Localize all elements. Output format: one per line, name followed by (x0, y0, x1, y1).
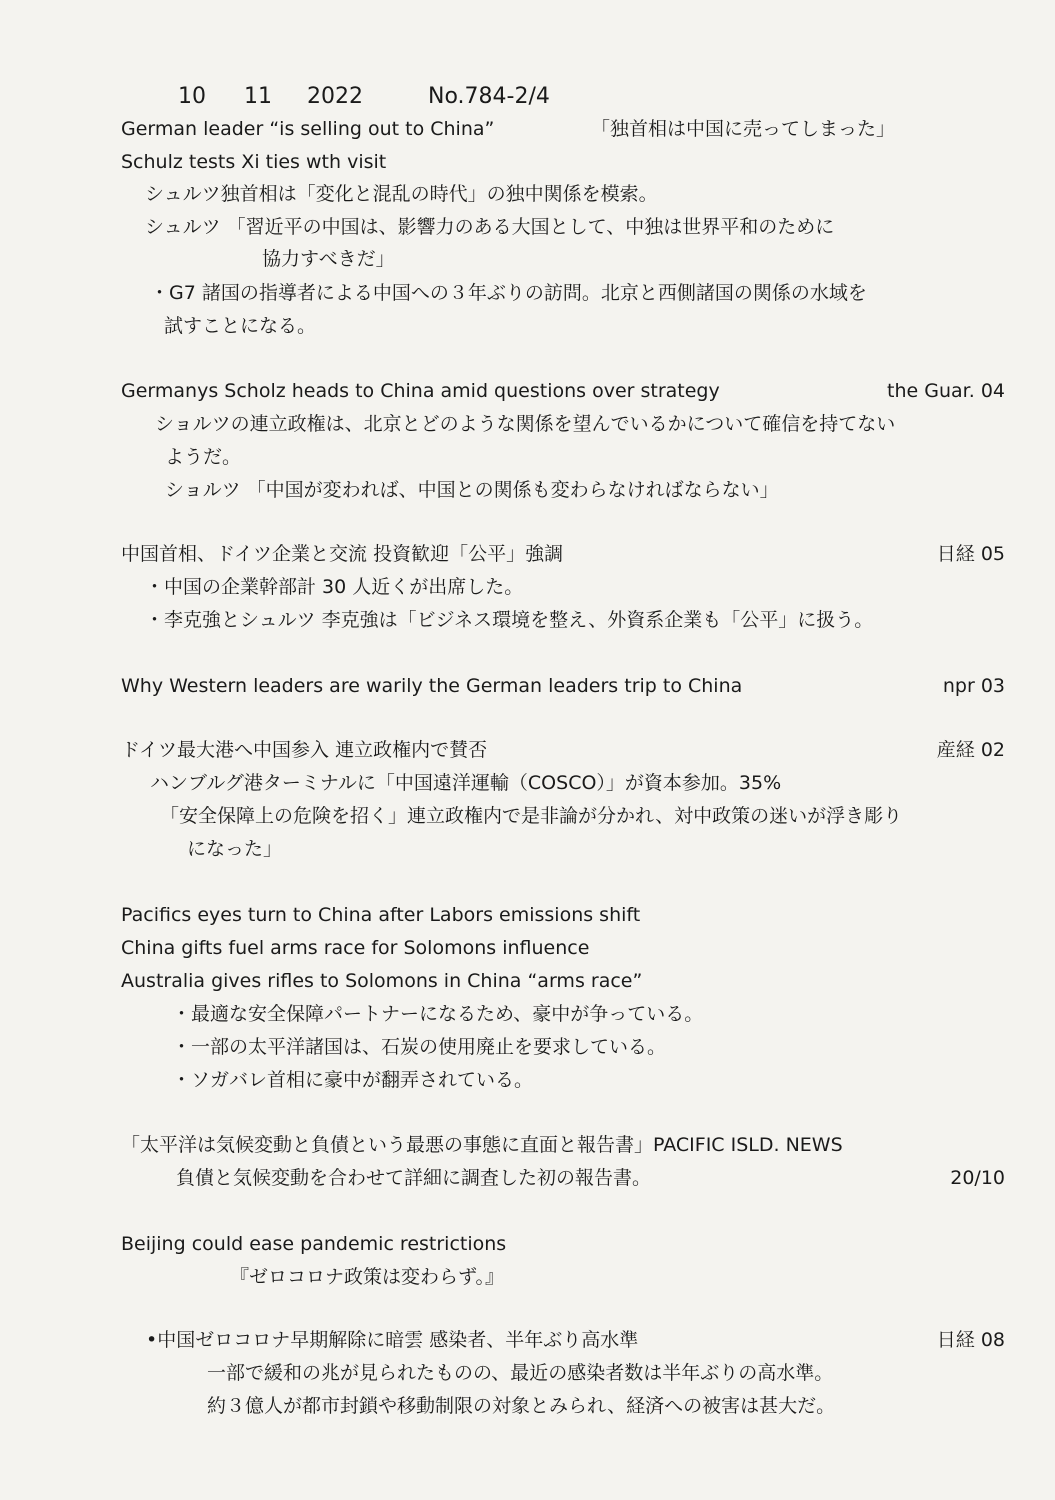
s6-title3: Australia gives rifles to Solomons in China “arms race” (121, 970, 643, 992)
s2-line2: ようだ。 (165, 446, 242, 468)
s1-bullet1a: ・G7 諸国の指導者による中国への３年ぶりの訪問。北京と西側諸国の関係の水域を (150, 282, 867, 304)
s8-line1: 『ゼロコロナ政策は変わらず。』 (230, 1266, 504, 1288)
s5-line3: になった」 (187, 838, 283, 860)
s2-line1: ショルツの連立政権は、北京とどのような関係を望んでいるかについて確信を持てない (155, 413, 896, 435)
s4-source: npr 03 (942, 675, 1005, 697)
s8-title: Beijing could ease pandemic restrictions (121, 1233, 507, 1255)
s5-source: 産経 02 (936, 739, 1005, 761)
header-year: 2022 (307, 84, 363, 109)
s3-source: 日経 05 (936, 543, 1005, 565)
s6-title2: China gifts fuel arms race for Solomons influence (121, 937, 590, 959)
s2-line3: ショルツ 「中国が変われば、中国との関係も変わらなければならない」 (165, 479, 779, 501)
s3-bullet2: ・李克強とシュルツ 李克強は「ビジネス環境を整え、外資系企業も「公平」に扱う。 (145, 609, 874, 631)
s1-line1: シュルツ独首相は「変化と混乱の時代」の独中関係を模索。 (145, 183, 658, 205)
s9-line2: 約３億人が都市封鎖や移動制限の対象とみられ、経済への被害は甚大だ。 (207, 1395, 836, 1417)
s2-source: the Guar. 04 (887, 380, 1005, 402)
s9-line1: 一部で緩和の兆が見られたものの、最近の感染者数は半年ぶりの高水準。 (207, 1362, 834, 1384)
s1-line2: シュルツ 「習近平の中国は、影響力のある大国として、中独は世界平和のために (145, 216, 835, 238)
s7-date: 20/10 (950, 1167, 1005, 1189)
header-month: 11 (244, 84, 272, 109)
s6-bullet1: ・最適な安全保障パートナーになるため、豪中が争っている。 (172, 1003, 704, 1025)
s7-line1: 負債と気候変動を合わせて詳細に調査した初の報告書。 (176, 1167, 652, 1189)
s1-title-jp: 「独首相は中国に売ってしまった」 (591, 118, 896, 140)
s1-line3: 協力すべきだ」 (262, 248, 395, 270)
s5-title: ドイツ最大港へ中国参入 連立政権内で賛否 (121, 739, 488, 761)
s1-title-en: German leader “is selling out to China” (121, 118, 495, 140)
s9-title: •中国ゼロコロナ早期解除に暗雲 感染者、半年ぶり高水準 (146, 1329, 639, 1351)
s6-bullet2: ・一部の太平洋諸国は、石炭の使用廃止を要求している。 (172, 1036, 667, 1058)
s3-title: 中国首相、ドイツ企業と交流 投資歓迎「公平」強調 (121, 543, 564, 565)
s4-title: Why Western leaders are warily the German leaders trip to China (121, 675, 743, 697)
s6-bullet3: ・ソガバレ首相に豪中が翻弄されている。 (172, 1069, 534, 1091)
s1-bullet1b: 試すことになる。 (164, 315, 317, 337)
s6-title1: Pacifics eyes turn to China after Labors emissions shift (121, 904, 641, 926)
s5-line1: ハンブルグ港ターミナルに「中国遠洋運輸（COSCO）」が資本参加。35% (150, 772, 782, 794)
s3-bullet1: ・中国の企業幹部計 30 人近くが出席した。 (145, 576, 524, 598)
s7-title: 「太平洋は気候変動と負債という最悪の事態に直面と報告書」PACIFIC ISLD. NEWS (121, 1134, 843, 1156)
header-issue-number: No.784-2/4 (428, 84, 550, 109)
s5-line2: 「安全保障上の危険を招く」連立政権内で是非論が分かれ、対中政策の迷いが浮き彫り (160, 805, 903, 827)
s9-source: 日経 08 (936, 1329, 1005, 1351)
header-day: 10 (178, 84, 206, 109)
s2-title: Germanys Scholz heads to China amid questions over strategy (121, 380, 720, 402)
s1-subtitle: Schulz tests Xi ties wth visit (121, 151, 387, 173)
